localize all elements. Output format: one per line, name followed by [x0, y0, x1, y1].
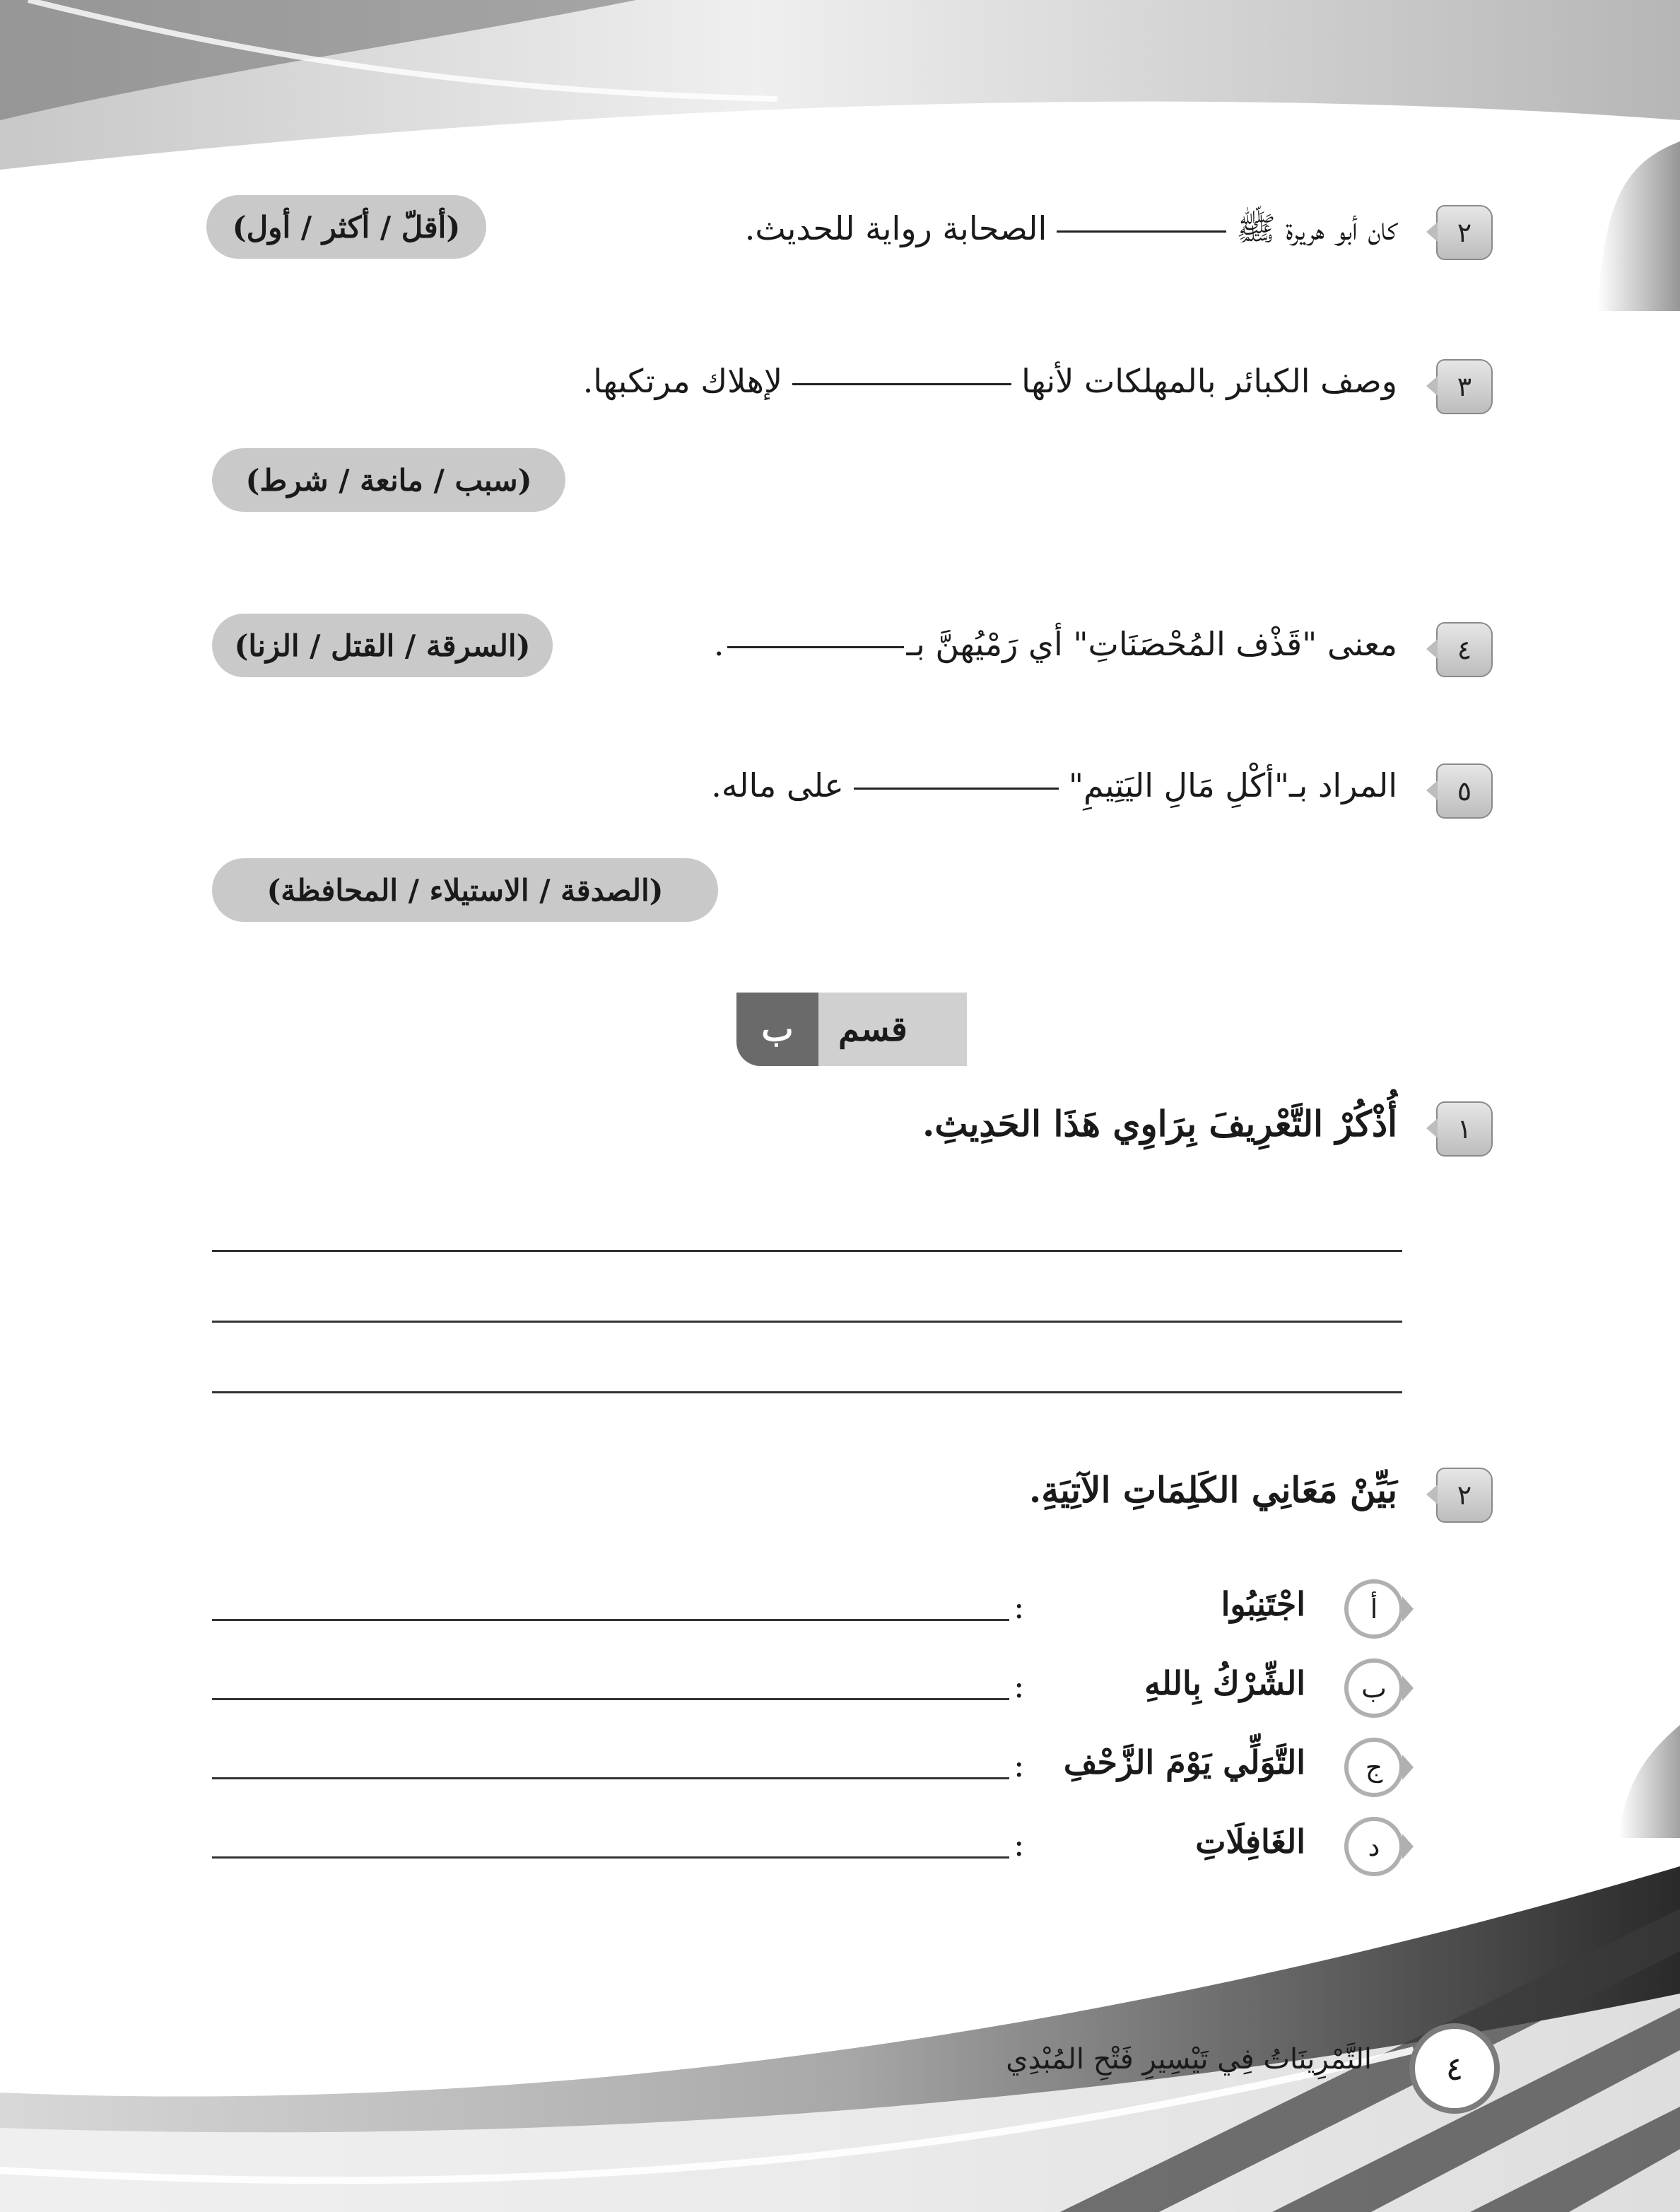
section-letter: [736, 993, 818, 1066]
section-header: [736, 993, 967, 1066]
question-number-badge: [1436, 622, 1493, 677]
question-number-badge: [1436, 1101, 1493, 1157]
answer-line[interactable]: [212, 1391, 1402, 1393]
answer-options: [212, 614, 553, 677]
term-colon: :: [1014, 1746, 1025, 1784]
question-text-before: المراد بـ"أكْلِ مَالِ اليَتِيمِ": [1068, 766, 1397, 804]
answer-blank[interactable]: [727, 646, 904, 648]
answer-blank[interactable]: [792, 383, 1011, 385]
question-text-after: لإهلاك مرتكبها.: [582, 362, 783, 400]
answer-line[interactable]: [212, 1250, 1402, 1252]
answer-line[interactable]: [212, 1856, 1009, 1859]
page-number-badge: [1409, 2023, 1500, 2114]
term-word: الغَافِلَاتِ: [1195, 1822, 1305, 1861]
question-text-after: .: [713, 625, 724, 663]
question-text: [583, 362, 1397, 400]
question-number-badge: [1436, 1468, 1493, 1523]
answer-options: [206, 195, 486, 259]
footer-book-title: التَّمْرِينَاتُ فِي تَيْسِيرِ فَتْحِ المُبْدِي: [1006, 2043, 1372, 2076]
answer-blank[interactable]: [1057, 230, 1226, 233]
term-colon: :: [1014, 1588, 1025, 1626]
item-letter: ب: [1361, 1673, 1387, 1704]
answer-options: [212, 858, 718, 922]
item-letter: ج: [1365, 1752, 1383, 1783]
question-number: ٢: [1457, 217, 1472, 248]
question-text-after: على ماله.: [711, 766, 844, 804]
item-letter-badge: [1344, 1817, 1404, 1876]
term-word: التَّوَلِّي يَوْمَ الزَّحْفِ: [1063, 1743, 1305, 1781]
question-text: أُذْكُرْ التَّعْرِيفَ بِرَاوِي هَذَا الحَدِيثِ.: [922, 1103, 1397, 1145]
answer-line[interactable]: [212, 1777, 1009, 1779]
question-number-badge: [1436, 205, 1493, 260]
question-number: ١: [1457, 1113, 1472, 1145]
answer-options: [212, 448, 565, 512]
question-text-before: كان أبو هريرة ﷺ: [1236, 209, 1397, 247]
question-number: ٣: [1457, 371, 1472, 402]
answer-options-text: (الصدقة / الاستيلاء / المحافظة): [266, 872, 664, 908]
question-number: ٢: [1457, 1480, 1472, 1511]
item-letter: أ: [1370, 1593, 1378, 1625]
page-number: ٤: [1445, 2049, 1464, 2088]
answer-options-text: (السرقة / القتل / الزنا): [234, 628, 531, 663]
section-label-text: قسم: [838, 1010, 907, 1049]
question-text-before: وصف الكبائر بالمهلكات لأنها: [1021, 362, 1397, 400]
answer-line[interactable]: [212, 1321, 1402, 1323]
answer-line[interactable]: [212, 1619, 1009, 1621]
question-text: [711, 766, 1397, 804]
question-number-badge: [1436, 359, 1493, 414]
item-letter-badge: [1344, 1658, 1404, 1718]
question-text: بَيِّنْ مَعَانِي الكَلِمَاتِ الآتِيَةِ.: [1028, 1469, 1397, 1511]
question-number-badge: [1436, 763, 1493, 819]
item-letter: د: [1368, 1831, 1380, 1862]
answer-blank[interactable]: [854, 788, 1059, 790]
question-number: ٥: [1457, 776, 1472, 807]
term-word: الشِّرْكُ بِاللهِ: [1144, 1664, 1305, 1702]
question-text: [714, 625, 1397, 663]
term-colon: :: [1014, 1825, 1025, 1863]
answer-line[interactable]: [212, 1698, 1009, 1700]
answer-options-text: (سبب / مانعة / شرط): [245, 462, 532, 498]
section-letter-text: ب: [761, 1010, 794, 1049]
term-colon: :: [1014, 1667, 1025, 1705]
question-text-before: معنى "قَذْف المُحْصَنَاتِ" أي رَمْيُهنَّ بـ: [906, 625, 1397, 663]
question-number: ٤: [1457, 634, 1472, 665]
item-letter-badge: [1344, 1579, 1404, 1639]
answer-options-text: (أقلّ / أكثر / أول): [232, 209, 461, 245]
question-text-after: الصحابة رواية للحديث.: [744, 209, 1047, 247]
term-word: اجْتَنِبُوا: [1221, 1585, 1305, 1623]
item-letter-badge: [1344, 1738, 1404, 1797]
question-text: [745, 209, 1397, 256]
